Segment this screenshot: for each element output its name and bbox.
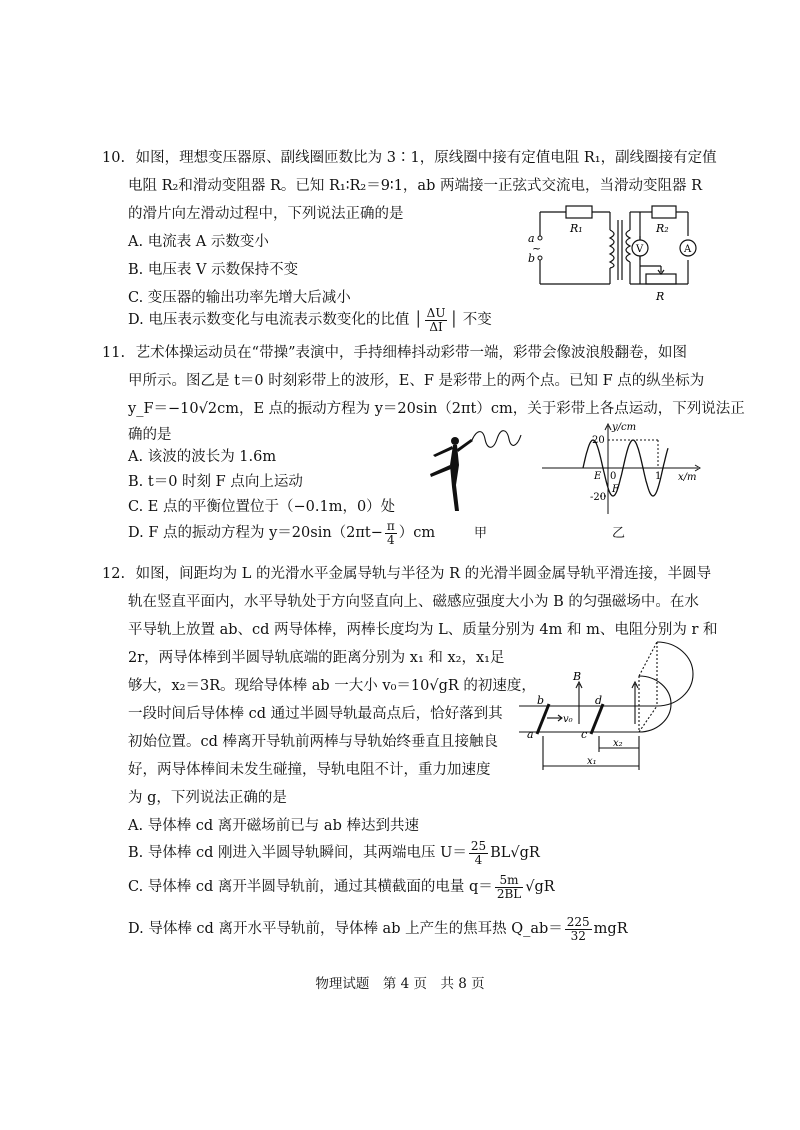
q10-stem-1: 如图，理想变压器原、副线圈匝数比为 3∶1，原线圈中接有定值电阻 R₁，副线圈接有定值 (135, 150, 717, 166)
label-rod-b: b (537, 694, 545, 707)
terminal-b (538, 256, 542, 260)
label-b: b (528, 252, 536, 265)
q10-stem-2: 电阻 R₂和滑动变阻器 R。已知 R₁∶R₂＝9∶1，ab 两端接一正弦式交流电，当滑动变阻器 R (128, 178, 702, 194)
q11-option-b: B. t＝0 时刻 F 点向上运动 (128, 474, 303, 490)
label-v0: v₀ (563, 714, 573, 725)
q12-option-a: A. 导体棒 cd 离开磁场前已与 ab 棒达到共速 (128, 818, 419, 834)
q10-circuit-figure (528, 200, 698, 305)
label-x1: x₁ (587, 756, 597, 767)
label-r2: R₂ (656, 222, 669, 235)
primary-coil (610, 230, 614, 268)
point-f-label: F (612, 484, 619, 495)
q10-stem-3: 的滑片向左滑动过程中，下列说法正确的是 (128, 206, 404, 222)
q12-stem-7: 初始位置。cd 棒离开导轨前两棒与导轨始终垂直且接触良 (128, 734, 499, 750)
q12-c-prefix: C. 导体棒 cd 离开半圆导轨前，通过其横截面的电量 q＝ (128, 879, 493, 895)
terminal-a (538, 236, 542, 240)
q12-stem-4: 2r，两导体棒到半圆导轨底端的距离分别为 x₁ 和 x₂，x₁足 (128, 650, 505, 666)
q12-stem-3: 平导轨上放置 ab、cd 两导体棒，两棒长度均为 L、质量分别为 4m 和 m、电阻分别为 r 和 (128, 622, 718, 638)
q12-stem-9: 为 g，下列说法正确的是 (128, 790, 287, 806)
q12-b-fraction: $\frac{25}{4}$ (470, 838, 487, 867)
q10-option-a: A. 电流表 A 示数变小 (128, 234, 269, 250)
rod-cd (591, 704, 603, 734)
x-axis-label: x/m (678, 472, 697, 483)
rod-ab (537, 704, 549, 734)
label-b-field: B (573, 670, 582, 683)
q12-rail-figure (515, 640, 725, 775)
q10-option-b: B. 电压表 V 示数保持不变 (128, 262, 299, 278)
label-a: a (528, 232, 535, 245)
q12-line-1 (102, 564, 711, 584)
q11-label-yi: 乙 (612, 526, 626, 541)
q12-c-fraction: $\frac{5m}{2BL}$ (496, 872, 522, 901)
label-tilde: ~ (532, 242, 542, 255)
q10-option-c: C. 变压器的输出功率先增大后减小 (128, 290, 351, 306)
ytick-neg20: -20 (590, 492, 607, 503)
q12-b-prefix: B. 导体棒 cd 刚进入半圆导轨瞬间，其两端电压 U＝ (128, 845, 467, 861)
q11-d-prefix: D. F 点的振动方程为 y＝20sin（2πt− (128, 525, 383, 541)
label-v: V (636, 244, 644, 255)
rheostat (646, 274, 676, 284)
resistor-r2 (652, 206, 676, 218)
q12-number: 12. (102, 566, 126, 582)
q11-stem-1: 艺术体操运动员在“带操”表演中，手持细棒抖动彩带一端，彩带会像波浪般翻卷，如图 (135, 345, 687, 361)
label-r1: R₁ (570, 222, 583, 235)
q11-stem-2: 甲所示。图乙是 t＝0 时刻彩带上的波形，E、F 是彩带上的两个点。已知 F 点的纵坐标为 (128, 373, 705, 389)
gymnast-silhouette (430, 437, 473, 511)
q12-d-prefix: D. 导体棒 cd 离开水平导轨前，导体棒 ab 上产生的焦耳热 Q_ab＝ (128, 921, 563, 937)
label-rod-a: a (527, 728, 534, 741)
q11-d-suffix: ）cm (398, 525, 436, 541)
y-axis-label: y/cm (612, 422, 637, 433)
semicircle-back (657, 642, 693, 706)
q11-stem-3: y_F＝−10√2cm，E 点的振动方程为 y＝20sin（2πt）cm，关于彩带上各点运动，下列说法正 (128, 401, 745, 417)
xtick-0: 0 (610, 471, 617, 482)
label-ammeter: A (684, 244, 692, 255)
q11-option-c: C. E 点的平衡位置位于（−0.1m，0）处 (128, 499, 396, 515)
q10-line-1 (102, 148, 717, 168)
q10-d-fraction: $\frac{\Delta U}{\Delta I}$ (426, 305, 446, 334)
q12-stem-8: 好，两导体棒间未发生碰撞，导轨电阻不计，重力加速度 (128, 762, 491, 778)
q12-option-c (128, 870, 555, 904)
semicircle-front (639, 676, 671, 732)
q11-line-1 (102, 343, 687, 363)
q11-number: 11. (102, 345, 126, 361)
q12-c-suffix: √gR (525, 879, 555, 895)
q11-wave-chart (540, 418, 705, 518)
q10-d-suffix: 不变 (462, 312, 492, 328)
q11-label-jia: 甲 (474, 526, 488, 541)
label-x2: x₂ (613, 738, 623, 749)
label-rod-c: c (581, 728, 588, 741)
label-r: R (656, 290, 665, 303)
q10-option-d: D. 电压表示数变化与电流表示数变化的比值 │ $\frac{\Delta U}{\Delta I}$ │ 不变 (128, 305, 492, 334)
ytick-20: 20 (592, 435, 605, 446)
xtick-1: 1 (655, 471, 662, 482)
point-e-label: E (594, 471, 602, 482)
q12-d-fraction: $\frac{225}{32}$ (566, 914, 590, 943)
ribbon (472, 431, 521, 448)
secondary-coil (626, 230, 630, 262)
q11-option-a: A. 该波的波长为 1.6m (128, 449, 277, 465)
label-rod-d: d (595, 694, 603, 707)
q12-stem-1: 如图，间距均为 L 的光滑水平金属导轨与半径为 R 的光滑半圆金属导轨平滑连接，半圆导 (135, 566, 712, 582)
q12-stem-2: 轨在竖直平面内，水平导轨处于方向竖直向上、磁感应强度大小为 B 的匀强磁场中。在水 (128, 594, 699, 610)
q12-option-b (128, 836, 540, 870)
q12-option-d (128, 912, 628, 946)
q11-option-d (128, 516, 435, 550)
q11-d-fraction: $\frac{\pi}{4}$ (386, 518, 395, 547)
resistor-r1 (566, 206, 592, 218)
q12-b-suffix: BL√gR (490, 845, 540, 861)
q12-stem-5: 够大，x₂＝3R。现给导体棒 ab 一大小 v₀＝10√gR 的初速度， (128, 678, 536, 694)
page-footer: 物理试题 第 4 页 共 8 页 (315, 976, 485, 992)
q12-d-suffix: mgR (593, 921, 628, 937)
q12-stem-6: 一段时间后导体棒 cd 通过半圆导轨最高点后，恰好落到其 (128, 706, 503, 722)
q10-number: 10. (102, 150, 126, 166)
q11-stem-4: 确的是 (128, 427, 172, 443)
q11-gymnast-figure (425, 425, 535, 515)
q10-d-prefix: D. 电压表示数变化与电流表示数变化的比值 (128, 312, 410, 328)
